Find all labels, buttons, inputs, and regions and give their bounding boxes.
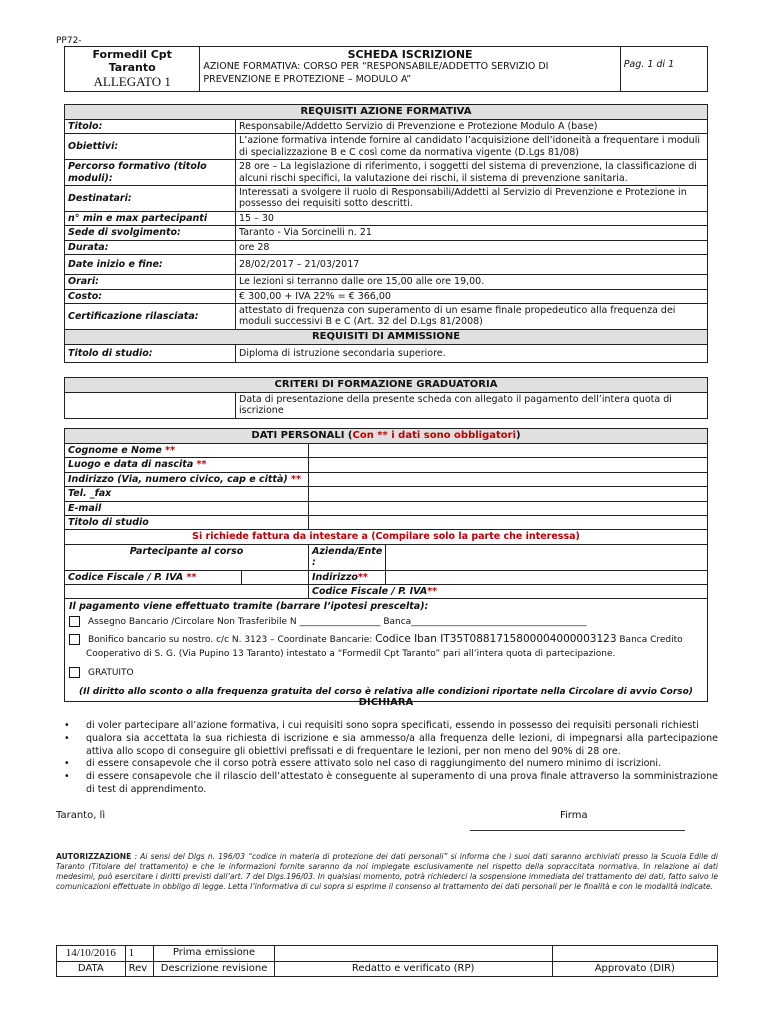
gratuito-checkbox[interactable] — [69, 667, 80, 678]
firma-line[interactable] — [470, 830, 685, 831]
requisiti-row — [65, 254, 708, 274]
dichiara-item: • di voler partecipare all’azione formativa, i cui requisiti sono sopra specificati, essendo in possesso dei requisiti personali richiesti — [64, 720, 718, 733]
row-label: Destinatari: — [65, 185, 236, 211]
azienda-label: Azienda/Ente : — [309, 544, 386, 570]
row-value: Responsabile/Addetto Servizio di Prevenzione e Protezione Modulo A (base) — [236, 120, 708, 134]
cf-label: Codice Fiscale / P. IVA ** — [65, 570, 242, 584]
row-label: Costo: — [65, 289, 236, 303]
document-code: PP72- — [56, 36, 82, 46]
row-label: Obiettivi: — [65, 134, 236, 160]
requisiti-row — [65, 275, 708, 289]
requisiti-row — [65, 160, 708, 186]
pagamento-section — [65, 599, 708, 702]
requisiti-row — [65, 289, 708, 303]
bonifico-checkbox[interactable] — [69, 634, 80, 645]
dichiara-heading: DICHIARA — [358, 697, 414, 708]
row-label: Orari: — [65, 275, 236, 289]
dati-personali-table — [64, 428, 708, 702]
row-label: Certificazione rilasciata: — [65, 304, 236, 330]
desc-label: Descrizione revisione — [154, 962, 274, 977]
requisiti-row — [65, 211, 708, 225]
requisiti-row — [65, 134, 708, 160]
tel-fax-input[interactable] — [309, 487, 708, 501]
dati-heading: DATI PERSONALI (Con ** i dati sono obbligatori) — [65, 429, 708, 444]
scheda-title: SCHEDA ISCRIZIONE — [347, 48, 473, 61]
dichiara-item: • di essere consapevole che il rilascio dell’attestato è conseguente al superamento di una prova finale attraverso la somministrazione di test di apprendimento. — [64, 771, 718, 797]
azione-title: AZIONE FORMATIVA: CORSO PER “RESPONSABILE/ADDETTO SERVIZIO DI PREVENZIONE E PROTEZIONE – MODULO A” — [203, 61, 549, 85]
field-label: Cognome e Nome ** — [65, 444, 309, 458]
row-value: Interessati a svolgere il ruolo di Responsabili/Addetti al Servizio di Prevenzione e Protezione in possesso dei requisiti sotto descritti. — [236, 185, 708, 211]
dichiara-list — [64, 720, 718, 797]
luogo-data-nascita-input[interactable] — [309, 458, 708, 472]
field-label: Tel. _fax — [65, 487, 309, 501]
criteri-empty-cell — [65, 393, 236, 419]
row-value: 28/02/2017 – 21/03/2017 — [236, 254, 708, 274]
autorizzazione-text: AUTORIZZAZIONE : Ai sensi del Dlgs n. 196/03 “codice in materia di protezione dei dati personali” si informa che i suoi dati saranno archiviati presso la Scuola Edile di Taranto (Titolare del trattamento) e che le informazioni fornite saranno da noi impiegate esclusivamente nel rispetto della sopraccitata normativa. In relazione ai dati medesimi, può esercitare i diritti previsti dall’art. 7 del Dlgs.196/03. In qualsiasi momento, potrà richiederci la sospensione immediata del trattamento dei dati, fatto salvo le comunicazioni effettuate in obbligo di legge. Letta l’informativa di cui sopra si esprime il consenso al trattamento dei dati personali per le finalità e con le modalità indicate. — [56, 852, 718, 891]
row-value: Le lezioni si terranno dalle ore 15,00 alle ore 19,00. — [236, 275, 708, 289]
personal-field-row — [65, 501, 708, 515]
row-label: Titolo: — [65, 120, 236, 134]
indirizzo-azienda-input[interactable] — [386, 570, 708, 584]
dichiara-item: • di essere consapevole che il corso potrà essere attivato solo nel caso di raggiungimento del numero minimo di iscrizioni. — [64, 758, 718, 771]
redatto-label: Redatto e verificato (RP) — [274, 962, 552, 977]
rev-label: Rev — [125, 962, 154, 977]
field-label: E-mail — [65, 501, 309, 515]
revision-number: 1 — [125, 946, 154, 962]
redatto-empty — [274, 946, 552, 962]
requisiti-row — [65, 185, 708, 211]
approvato-empty — [552, 946, 717, 962]
revision-table — [56, 945, 718, 977]
row-label: n° min e max partecipanti — [65, 211, 236, 225]
requisiti-row — [65, 240, 708, 254]
assegno-option[interactable]: Assegno Bancario /Circolare Non Trasferibile N __________________ Banca_______________________________________ — [69, 616, 703, 628]
criteri-table — [64, 377, 708, 419]
bonifico-option[interactable]: Bonifico bancario su nostro. c/c N. 3123 – Coordinate Bancarie: Codice Iban IT35T0881715800004000003123 Banca Credito Cooperativo di S. G. (Via Pupino 13 Taranto) intestato a “Formedil Cpt Taranto” pari all’intera quota di partecipazione. — [69, 632, 703, 661]
allegato-label: ALLEGATO 1 — [93, 74, 171, 90]
email-input[interactable] — [309, 501, 708, 515]
personal-field-row — [65, 458, 708, 472]
date-label: DATA — [57, 962, 126, 977]
sconto-note: (Il diritto allo sconto o alla frequenza gratuita del corso è relativa alle condizioni riportate nella Circolare di avvio Corso) — [79, 686, 693, 697]
page-number: Pag. 1 di 1 — [620, 47, 707, 92]
fattura-heading: Si richiede fattura da intestare a (Compilare solo la parte che interessa) — [65, 530, 708, 544]
field-label: Luogo e data di nascita ** — [65, 458, 309, 472]
azienda-input[interactable] — [386, 544, 708, 570]
row-value: Taranto - Via Sorcinelli n. 21 — [236, 226, 708, 240]
field-label: Indirizzo (Via, numero civico, cap e città) ** — [65, 472, 309, 486]
row-value: € 300,00 + IVA 22% = € 366,00 — [236, 289, 708, 303]
row-value: attestato di frequenza con superamento di un esame finale propedeutico alla frequenza dei moduli successivi B e C (Art. 32 del D.Lgs 81/2008) — [236, 304, 708, 330]
ammissione-label: Titolo di studio: — [65, 344, 236, 362]
org-name: Formedil Cpt — [92, 48, 172, 61]
row-value: 28 ore – La legislazione di riferimento, i soggetti del sistema di prevenzione, la classificazione di alcuni rischi specifici, la valutazione dei rischi, il sistema di prevenzione sanitaria. — [236, 160, 708, 186]
approvato-label: Approvato (DIR) — [552, 962, 717, 977]
document-header — [64, 46, 708, 92]
criteri-heading: CRITERI DI FORMAZIONE GRADUATORIA — [65, 378, 708, 393]
requisiti-table — [64, 104, 708, 363]
cf-azienda-label: Codice Fiscale / P. IVA** — [309, 584, 708, 598]
pagamento-heading: Il pagamento viene effettuato tramite (barrare l’ipotesi prescelta): — [69, 601, 429, 613]
cf-input[interactable] — [242, 570, 309, 584]
row-value: L’azione formativa intende fornire al candidato l’acquisizione dell’idoneità a frequentare i moduli di specializzazione B e C così come da normativa vigente (D.Lgs 81/08) — [236, 134, 708, 160]
partecipante-label: Partecipante al corso — [65, 544, 309, 570]
row-value: ore 28 — [236, 240, 708, 254]
indirizzo-input[interactable] — [309, 472, 708, 486]
personal-field-row — [65, 487, 708, 501]
requisiti-row — [65, 120, 708, 134]
row-label: Date inizio e fine: — [65, 254, 236, 274]
org-city: Taranto — [108, 61, 156, 75]
ammissione-heading: REQUISITI DI AMMISSIONE — [65, 329, 708, 344]
revision-date: 14/10/2016 — [57, 946, 126, 962]
titolo-studio-input[interactable] — [309, 515, 708, 529]
requisiti-row — [65, 304, 708, 330]
personal-field-row — [65, 472, 708, 486]
row-value: 15 – 30 — [236, 211, 708, 225]
gratuito-option[interactable]: GRATUITO — [69, 667, 703, 679]
firma-label: Firma — [560, 810, 588, 821]
required-note: Con ** i dati sono obbligatori — [352, 430, 517, 441]
ammissione-row — [65, 344, 708, 362]
personal-field-row — [65, 444, 708, 458]
dichiara-item: • qualora sia accettata la sua richiesta di iscrizione e sia ammesso/a alla frequenza delle lezioni, di impegnarsi alla partecipazione attiva allo scopo di conseguire gli obiettivi prefissati e di frequentare le lezioni, per non meno del 90% di 28 ore. — [64, 733, 718, 759]
row-label: Percorso formativo (titolo moduli): — [65, 160, 236, 186]
requisiti-row — [65, 226, 708, 240]
indirizzo-azienda-label: Indirizzo** — [309, 570, 386, 584]
luogo-data: Taranto, lì — [56, 810, 106, 821]
personal-field-row — [65, 515, 708, 529]
revision-description: Prima emissione — [154, 946, 274, 962]
requisiti-heading: REQUISITI AZIONE FORMATIVA — [65, 105, 708, 120]
assegno-checkbox[interactable] — [69, 616, 80, 627]
title-block — [200, 47, 620, 92]
field-label: Titolo di studio — [65, 515, 309, 529]
criteri-value: Data di presentazione della presente scheda con allegato il pagamento dell’intera quota di iscrizione — [236, 393, 708, 419]
organization-block — [65, 47, 200, 92]
empty-cell — [65, 584, 309, 598]
row-label: Durata: — [65, 240, 236, 254]
iban-code: Codice Iban IT35T0881715800004000003123 — [375, 633, 617, 646]
row-label: Sede di svolgimento: — [65, 226, 236, 240]
cognome-nome-input[interactable] — [309, 444, 708, 458]
ammissione-value: Diploma di istruzione secondaria superiore. — [236, 344, 708, 362]
